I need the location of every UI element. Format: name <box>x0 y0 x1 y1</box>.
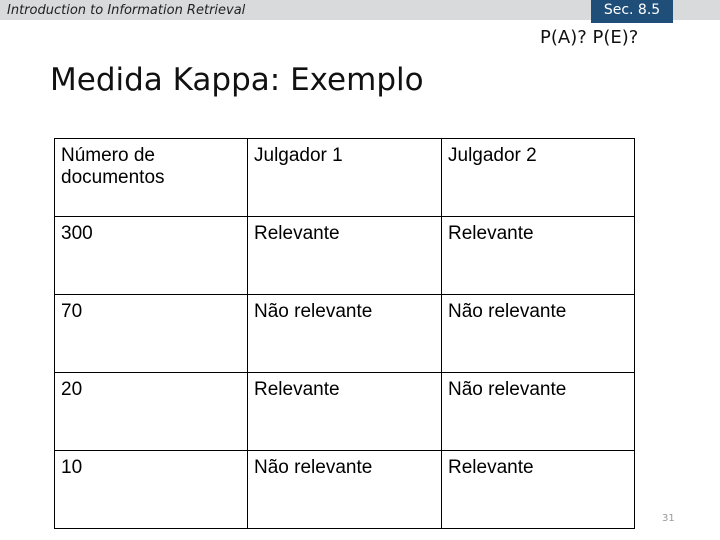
cell-judge-2: Não relevante <box>442 295 635 373</box>
column-header-judge-2: Julgador 2 <box>442 139 635 217</box>
cell-judge-1: Relevante <box>248 217 442 295</box>
table-header-row <box>55 139 635 217</box>
column-header-documents: Número de documentos <box>55 139 248 217</box>
column-header-judge-1: Julgador 1 <box>248 139 442 217</box>
table-row <box>55 295 635 373</box>
cell-document-count: 20 <box>55 373 248 451</box>
cell-judge-2: Não relevante <box>442 373 635 451</box>
table-row <box>55 451 635 529</box>
cell-judge-1: Não relevante <box>248 295 442 373</box>
cell-judge-1: Relevante <box>248 373 442 451</box>
section-badge: Sec. 8.5 <box>591 0 673 23</box>
cell-judge-2: Relevante <box>442 451 635 529</box>
cell-judge-2: Relevante <box>442 217 635 295</box>
cell-document-count: 70 <box>55 295 248 373</box>
course-title: Introduction to Information Retrieval <box>7 3 246 18</box>
slide-title: Medida Kappa: Exemplo <box>50 62 424 98</box>
table-row <box>55 373 635 451</box>
page-number: 31 <box>662 513 675 524</box>
cell-judge-1: Não relevante <box>248 451 442 529</box>
cell-document-count: 300 <box>55 217 248 295</box>
slide-subtitle: P(A)? P(E)? <box>540 27 639 48</box>
kappa-table <box>54 138 635 529</box>
cell-document-count: 10 <box>55 451 248 529</box>
table-row <box>55 217 635 295</box>
